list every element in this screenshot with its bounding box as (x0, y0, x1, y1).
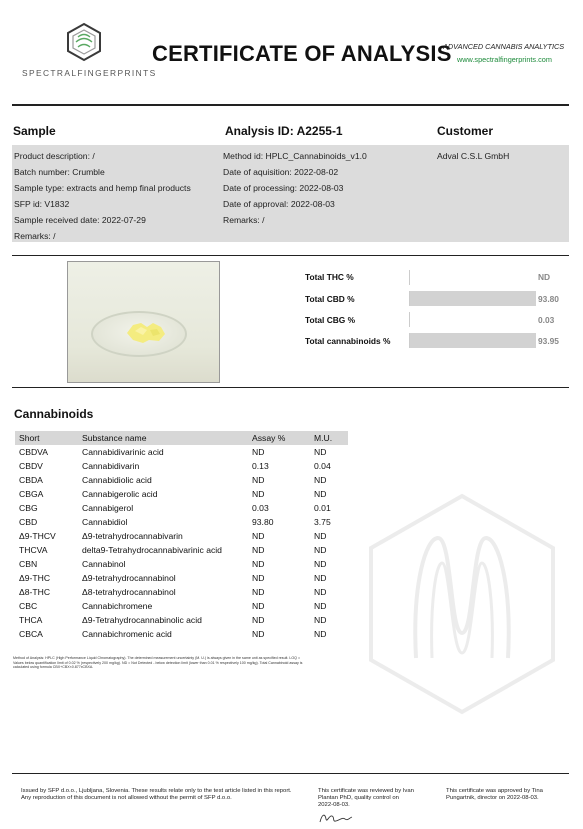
cell-mu: ND (314, 475, 327, 485)
cell-assay: 0.13 (252, 461, 269, 471)
table-row (15, 515, 348, 529)
analysis-line: Date of aquisition: 2022-08-02 (223, 166, 339, 177)
sample-line: Sample received date: 2022-07-29 (14, 214, 146, 225)
cell-assay: 93.80 (252, 517, 274, 527)
table-row (15, 543, 348, 557)
table-row (15, 585, 348, 599)
customer-line: Adval C.S.L GmbH (437, 151, 510, 161)
cell-assay: ND (252, 475, 265, 485)
reviewed-note (318, 788, 414, 810)
hexagon-watermark-icon (368, 493, 556, 715)
summary-label: Total THC % (305, 272, 354, 282)
method-line: Values below quantification limit of 0.02 % (respectively 200 mg/kg). ND = Not Detected - below detection limit (lower than 0.01 % respectively 100 mg/kg). Total Cannabinoid assay is (13, 660, 303, 665)
cell-substance: Δ9-tetrahydrocannabinol (82, 573, 176, 583)
cell-mu: ND (314, 545, 327, 555)
cell-substance: Cannabigerol (82, 503, 134, 513)
cannabinoids-heading: Cannabinoids (14, 407, 94, 421)
approved-note (446, 788, 543, 802)
approved-line: This certificate was approved by Tina (446, 788, 543, 794)
summary-bar-fill (410, 333, 536, 348)
cell-short: CBG (19, 503, 38, 513)
summary-label: Total CBD % (305, 294, 355, 304)
cell-substance: Cannabidiol (82, 517, 128, 527)
cell-mu: ND (314, 531, 327, 541)
cell-short: CBC (19, 601, 38, 611)
hexagon-logo-icon (64, 22, 104, 62)
cell-assay: ND (252, 559, 265, 569)
cell-short: CBD (19, 517, 38, 527)
table-row (15, 445, 348, 459)
reviewer-signature (318, 811, 354, 825)
sample-line: SFP id: V1832 (14, 198, 70, 209)
table-row (15, 501, 348, 515)
reviewed-line: Plantan PhD, quality control on (318, 795, 399, 802)
cannabinoids-table (15, 431, 348, 641)
company-logo (22, 20, 157, 82)
cell-mu: ND (314, 559, 327, 569)
cell-substance: Cannabichromenic acid (82, 629, 172, 639)
sample-line: Batch number: Crumble (14, 166, 105, 177)
method-line: calculated using formula CBX+CBX×0.877xCBXA. (13, 665, 94, 670)
table-row (15, 599, 348, 613)
cell-short: THCVA (19, 545, 48, 555)
approved-line: Pungartnik, director on 2022-08-03. (446, 795, 539, 802)
summary-bar (409, 333, 536, 348)
sample-line: Sample type: extracts and hemp final products (14, 182, 191, 193)
cell-mu: ND (314, 489, 327, 499)
table-header-row (15, 431, 348, 445)
cell-substance: Cannabidivarinic acid (82, 447, 164, 457)
sample-line: Remarks: / (14, 230, 56, 241)
table-row (15, 473, 348, 487)
cell-mu: ND (314, 601, 327, 611)
summary-bar (409, 270, 536, 285)
cell-assay: ND (252, 587, 265, 597)
summary-bar (409, 291, 536, 306)
column-header: Substance name (78, 431, 248, 445)
cell-assay: 0.03 (252, 503, 269, 513)
table-row (15, 557, 348, 571)
summary-value: ND (538, 272, 551, 282)
cell-substance: Cannabidiolic acid (82, 475, 152, 485)
summary-divider (12, 387, 569, 388)
cell-short: THCA (19, 615, 43, 625)
summary-value: 93.80 (538, 294, 559, 304)
cell-substance: Δ9-Tetrahydrocannabinolic acid (82, 615, 202, 625)
table-row (15, 613, 348, 627)
reviewed-line: This certificate was reviewed by Ivan (318, 788, 414, 794)
cell-mu: 3.75 (314, 517, 331, 527)
issued-line: Any reproduction of this document is not allowed without the permit of SFP d.o.o. (21, 795, 232, 802)
table-row (15, 459, 348, 473)
summary-bar (409, 312, 536, 327)
cell-substance: Δ8-tetrahydrocannabinol (82, 587, 176, 597)
cell-mu: ND (314, 447, 327, 457)
cell-substance: Cannabidivarin (82, 461, 140, 471)
summary-value: 93.95 (538, 336, 559, 346)
cell-assay: ND (252, 531, 265, 541)
method-line: Method of Analysis: HPLC (High Performance Liquid Chromatography). The determined measurement uncertainty (M. U.) is always given in the same unit as specified result. LOQ = (13, 656, 301, 660)
cell-mu: ND (314, 629, 327, 639)
cell-short: Δ8-THC (19, 587, 51, 597)
tagline: ADVANCED CANNABIS ANALYTICS (443, 42, 565, 51)
analysis-line: Remarks: / (223, 214, 265, 225)
reviewed-line: 2022-08-03. (318, 802, 350, 809)
customer-details (437, 149, 509, 165)
issued-note (21, 788, 292, 802)
analysis-line: Method id: HPLC_Cannabinoids_v1.0 (223, 151, 367, 161)
summary-bar-fill (410, 291, 536, 306)
sample-heading: Sample (13, 124, 56, 138)
cell-short: CBDA (19, 475, 43, 485)
cell-assay: ND (252, 489, 265, 499)
cell-substance: Δ9-tetrahydrocannabivarin (82, 531, 183, 541)
table-row (15, 487, 348, 501)
cell-substance: Cannabigerolic acid (82, 489, 158, 499)
cell-mu: 0.04 (314, 461, 331, 471)
cell-substance: delta9-Tetrahydrocannabivarinic acid (82, 545, 222, 555)
website-link[interactable]: www.spectralfingerprints.com (457, 55, 552, 64)
cell-mu: ND (314, 615, 327, 625)
cell-mu: ND (314, 587, 327, 597)
cell-short: CBN (19, 559, 38, 569)
summary-label: Total cannabinoids % (305, 336, 391, 346)
document-title: CERTIFICATE OF ANALYSIS (152, 41, 452, 66)
column-header: Assay % (248, 431, 310, 445)
info-divider (12, 255, 569, 256)
crumble-sample (123, 319, 167, 345)
summary-value: 0.03 (538, 315, 555, 325)
sample-photo (67, 261, 220, 383)
sample-details (14, 149, 191, 244)
cell-assay: ND (252, 447, 265, 457)
header-divider (12, 104, 569, 106)
cell-short: CBDVA (19, 447, 48, 457)
table-row (15, 571, 348, 585)
customer-heading: Customer (437, 124, 494, 138)
table-row (15, 627, 348, 641)
cell-mu: ND (314, 573, 327, 583)
analysis-line: Date of processing: 2022-08-03 (223, 182, 344, 193)
analysis-details (223, 149, 367, 229)
cell-assay: ND (252, 573, 265, 583)
column-header: Short (15, 431, 78, 445)
analysis-line: Date of approval: 2022-08-03 (223, 198, 335, 209)
cell-assay: ND (252, 615, 265, 625)
cell-assay: ND (252, 601, 265, 611)
summary-label: Total CBG % (305, 315, 356, 325)
cell-short: CBDV (19, 461, 43, 471)
column-header: M.U. (310, 431, 348, 445)
cell-short: CBGA (19, 489, 44, 499)
cell-substance: Cannabichromene (82, 601, 153, 611)
cell-assay: ND (252, 629, 265, 639)
cell-short: Δ9-THCV (19, 531, 56, 541)
table-row (15, 529, 348, 543)
sample-line: Product description: / (14, 151, 95, 161)
footer-divider (12, 773, 569, 774)
cell-short: CBCA (19, 629, 43, 639)
cell-substance: Cannabinol (82, 559, 126, 569)
cell-short: Δ9-THC (19, 573, 51, 583)
method-note (13, 656, 353, 670)
logo-text: SPECTRALFINGERPRINTS (22, 68, 157, 78)
analysis-heading: Analysis ID: A2255-1 (225, 124, 343, 138)
cell-mu: 0.01 (314, 503, 331, 513)
issued-line: Issued by SFP d.o.o., Ljubljana, Slovenia. These results relate only to the test article listed in this report. (21, 788, 292, 794)
cell-assay: ND (252, 545, 265, 555)
